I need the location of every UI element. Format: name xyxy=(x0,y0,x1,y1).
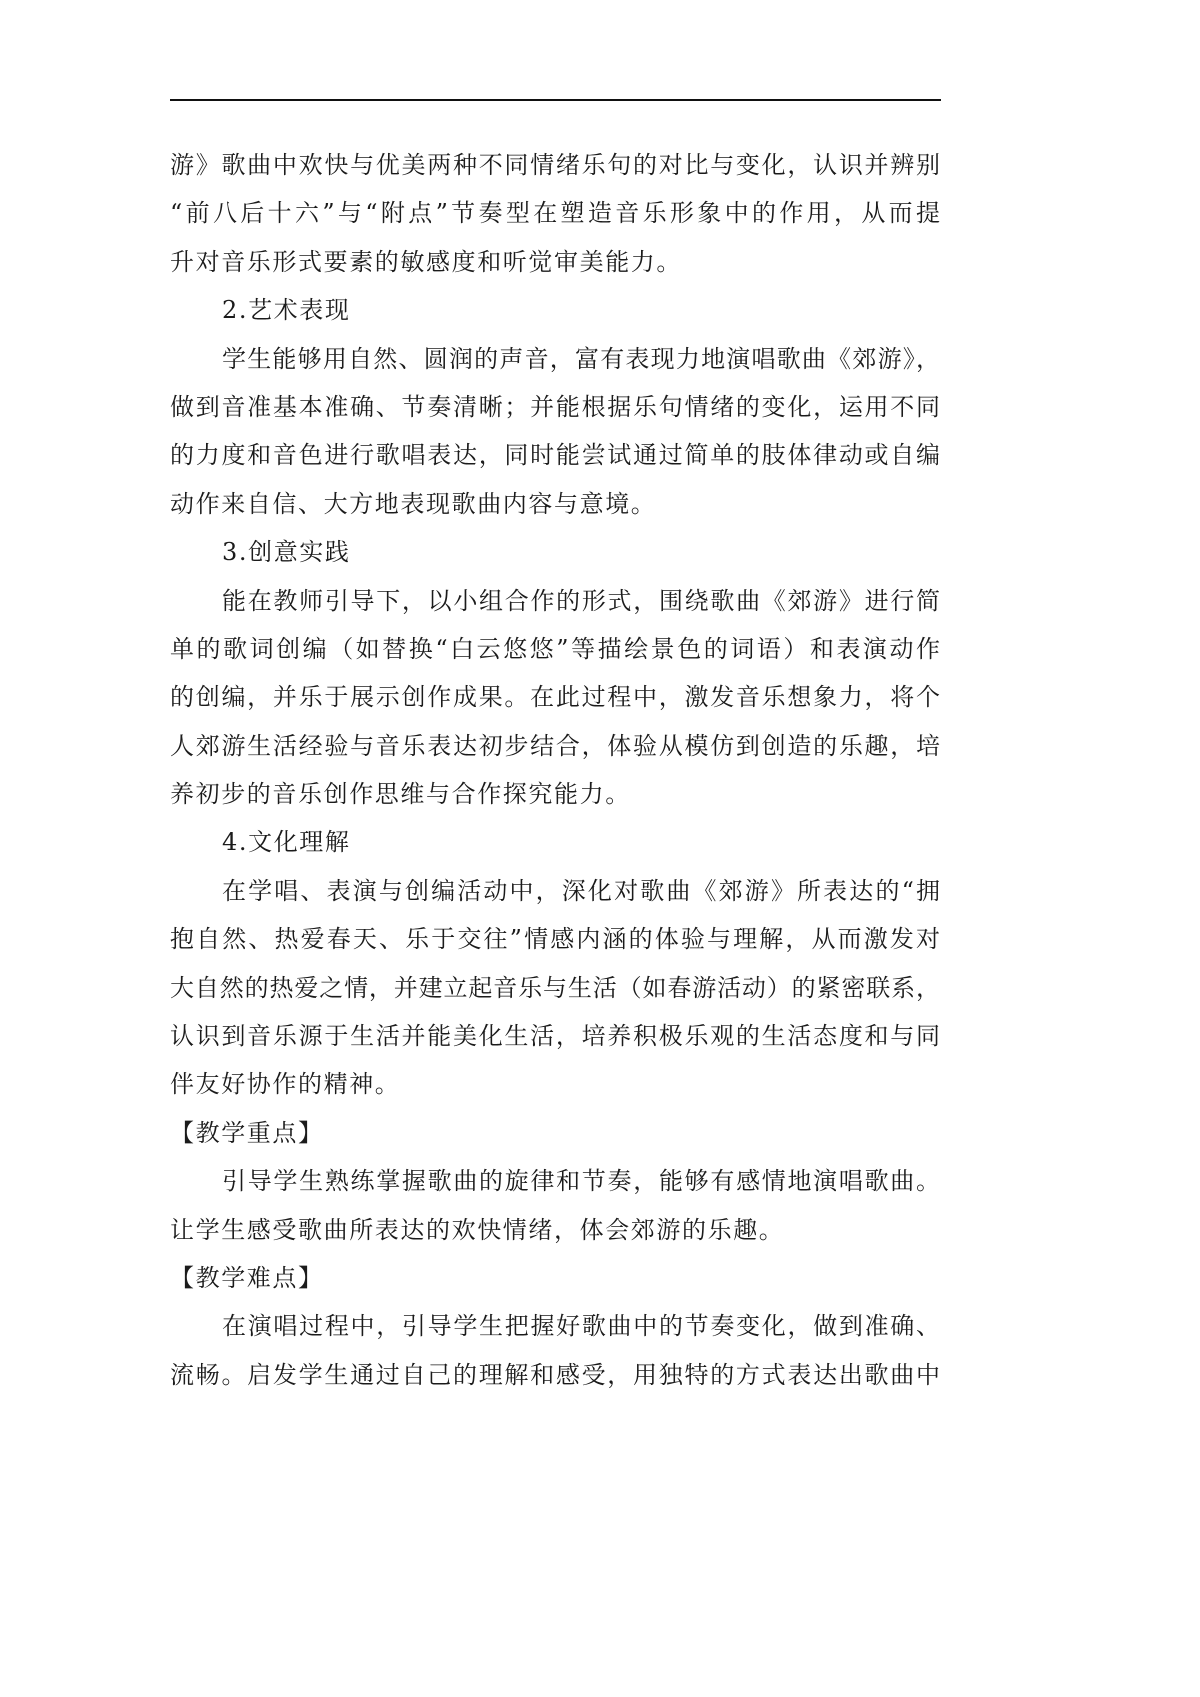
text-line: 人郊游生活经验与音乐表达初步结合，体验从模仿到创造的乐趣，培 xyxy=(170,731,940,760)
text-line: 养初步的音乐创作思维与合作探究能力。 xyxy=(170,780,631,809)
text-line: 能在教师引导下，以小组合作的形式，围绕歌曲《郊游》进行简 xyxy=(222,586,940,615)
text-line: 游》歌曲中欢快与优美两种不同情绪乐句的对比与变化，认识并辨别 xyxy=(170,151,940,179)
text-line: 的创编，并乐于展示创作成果。在此过程中，激发音乐想象力，将个 xyxy=(170,683,940,712)
text-line: 让学生感受歌曲所表达的欢快情绪，体会郊游的乐趣。 xyxy=(170,1215,785,1244)
text-line: 的力度和音色进行歌唱表达，同时能尝试通过简单的肢体律动或自编 xyxy=(170,441,940,470)
section-heading: 4.文化理解 xyxy=(222,828,351,857)
text-line: 单的歌词创编（如替换“白云悠悠”等描绘景色的词语）和表演动作 xyxy=(170,634,940,663)
text-line: 伴友好协作的精神。 xyxy=(170,1070,401,1099)
text-line: 做到音准基本准确、节奏清晰；并能根据乐句情绪的变化，运用不同 xyxy=(170,392,940,421)
objective-creative-practice xyxy=(170,528,940,818)
text-line: 引导学生熟练掌握歌曲的旋律和节奏，能够有感情地演唱歌曲。 xyxy=(222,1167,940,1196)
page-content xyxy=(170,141,940,1399)
teaching-focus-section xyxy=(170,1109,940,1254)
text-line: 认识到音乐源于生活并能美化生活，培养积极乐观的生活态度和与同 xyxy=(170,1022,940,1051)
text-line: 大自然的热爱之情，并建立起音乐与生活（如春游活动）的紧密联系， xyxy=(170,973,940,1002)
objective-aesthetic-perception-continued xyxy=(170,141,940,286)
header-rule xyxy=(170,99,941,101)
section-heading: 【教学重点】 xyxy=(170,1118,324,1147)
text-line: 在学唱、表演与创编活动中，深化对歌曲《郊游》所表达的“拥 xyxy=(222,876,940,905)
text-line: 学生能够用自然、圆润的声音，富有表现力地演唱歌曲《郊游》， xyxy=(222,344,940,373)
text-line: 抱自然、热爱春天、乐于交往”情感内涵的体验与理解，从而激发对 xyxy=(170,925,940,954)
section-heading: 2.艺术表现 xyxy=(222,296,351,325)
text-line: 动作来自信、大方地表现歌曲内容与意境。 xyxy=(170,489,657,518)
teaching-difficulty-section xyxy=(170,1254,940,1399)
text-line: 升对音乐形式要素的敏感度和听觉审美能力。 xyxy=(170,247,682,276)
text-line: “前八后十六”与“附点”节奏型在塑造音乐形象中的作用，从而提 xyxy=(170,199,940,228)
text-line: 流畅。启发学生通过自己的理解和感受，用独特的方式表达出歌曲中 xyxy=(170,1360,940,1389)
section-heading: 3.创意实践 xyxy=(222,538,351,567)
text-line: 在演唱过程中，引导学生把握好歌曲中的节奏变化，做到准确、 xyxy=(222,1312,940,1341)
objective-artistic-expression xyxy=(170,286,940,528)
section-heading: 【教学难点】 xyxy=(170,1263,324,1292)
objective-cultural-understanding xyxy=(170,818,940,1108)
